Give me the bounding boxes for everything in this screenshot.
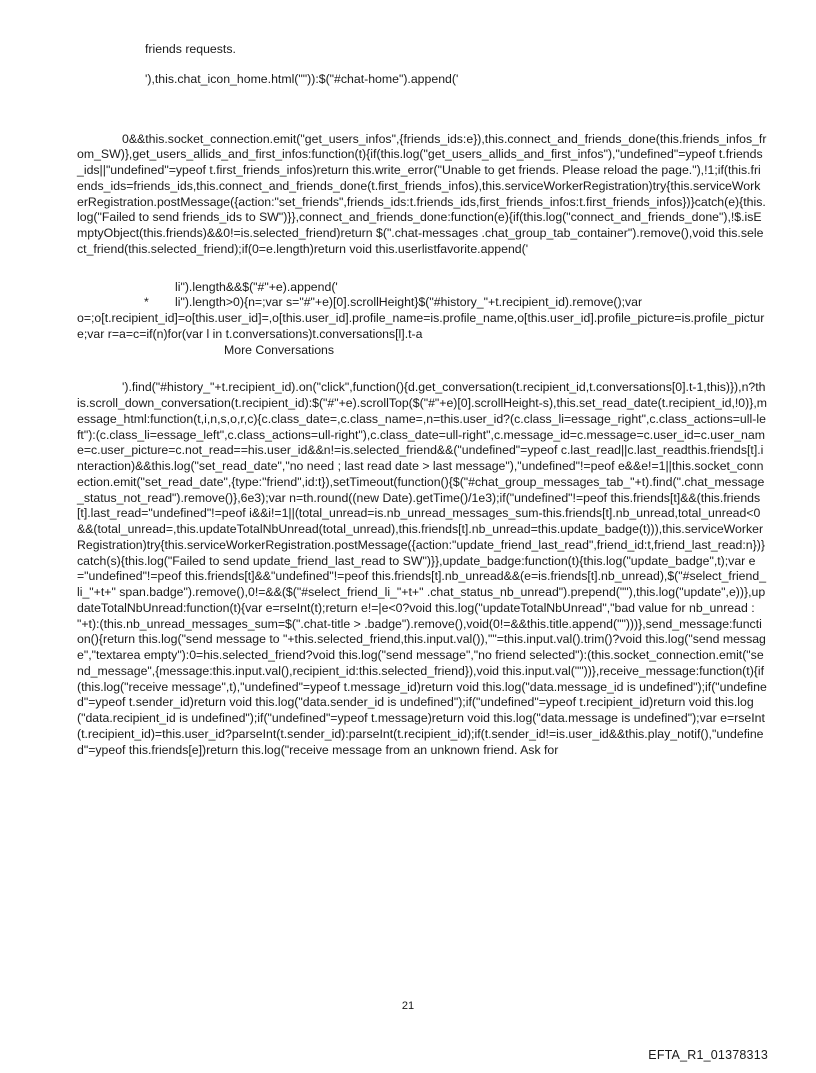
header-line-1: friends requests. — [145, 42, 236, 56]
code-paragraph-3: ').find("#history_"+t.recipient_id).on("click",function(){d.get_conversation(t.recipient_id,t.conversations[0].t-1,this)}),n?this.scroll_down_conversation(t.recipient_id):$("#"+e).scrollTop($("#"+e)[0].scrollHeight-s),this.set_read_date(t.recipient_id,!0)},message_html:function(t,i,n,s,o,r,c){c.class_date=,c.class_name=,n=this.user_id?(c.class_li=essage_right",c.class_actions=ull-left"):(c.class_li=essage_left",c.class_actions=ull-right"),c.class_date=ull-right",c.message_id=c.message=c.user_id=c.user_name=c.user_picture=c.not_read==his.user_id&&n!=is.selected_friend&&("undefined"=ypeof c.last_read||c.last_readthis.friends[t].interaction)&&this.log("set_read_date","no need ; last read date > last message"),"undefined"!=peof e&&e!=1||this.socket_connection.emit("set_read_date",{type:"friend",id:t}),setTimeout(function(){$("#chat_group_messages_tab_"+t).find(".chat_message_status_not_read").remove()},6e3);var n=th.round((new Date).getTime()/1e3);if("undefined"!=peof this.friends[t]&&(this.friends[t].last_read="undefined"!=peof i&&i!=1||(total_unread=is.nb_unread_messages_sum-this.friends[t].nb_unread,total_unread<0&&(total_unread=,this.updateTotalNbUnread(total_unread),this.friends[t].nb_unread=this.update_badge(t))),this.serviceWorkerRegistration)try{this.serviceWorkerRegistration.postMessage({action:"update_friend_last_read",friend_id:t,friend_last_read:n})}catch(s){this.log("Failed to send update_friend_last_read to SW")}},update_badge:function(t){this.log("update_badge",t);var e="undefined"!=peof this.friends[t]&&"undefined"!=peof this.friends[t].nb_unread&&(e=is.friends[t].nb_unread),$("#select_friend_li_"+t+" span.badge").remove(),0!=&&($("#select_friend_li_"+t+" .chat_status_nb_unread").prepend(""),this.log("update",e))},updateTotalNbUnread:function(t){var e=rseInt(t);return e!=|e<0?void this.log("updateTotalNbUnread","bad value for nb_unread : "+t):(this.nb_unread_messages_sum=$(".chat-title > .badge").remove(),void(0!=&&this.title.append("")))},send_message:function(){return this.log("send message to "+this.selected_friend,this.input.val()),""=this.input.val().trim()?void this.log("send message","textarea empty"):0=his.selected_friend?void this.log("send message","no friend selected"):(this.socket_connection.emit("send_message",{message:this.input.val(),recipient_id:this.selected_friend}),void this.input.val(""))},receive_message:function(t){if(this.log("receive message",t),"undefined"=ypeof t.message_id)return void this.log("data.message_id is undefined");if("undefined"=ypeof t.sender_id)return void this.log("data.sender_id is undefined");if("undefined"=ypeof t.recipient_id)return void this.log("data.recipient_id is undefined");if("undefined"=ypeof t.message)return void this.log("data.message is undefined");var e=rseInt(t.recipient_id)=this.user_id?parseInt(t.sender_id):parseInt(t.recipient_id);if(t.sender_id!=is.user_id&&this.play_notif(),"undefined"=ypeof this.friends[e])return this.log("receive message from an unknown friend. Ask for — [77, 380, 768, 757]
star-line — [77, 295, 767, 311]
document-id: EFTA_R1_01378313 — [648, 1048, 768, 1062]
header-line-2: '),this.chat_icon_home.html("")):$("#chat-home").append(' — [145, 71, 459, 86]
document-page — [77, 42, 767, 758]
more-conversations-label: More Conversations — [224, 342, 335, 357]
bullet-marker: * — [144, 295, 149, 310]
li-line: li").length&&$("#"+e).append(' — [175, 279, 338, 294]
code-paragraph-2: o=;o[t.recipient_id]=o[this.user_id]=,o[this.user_id].profile_name=is.profile_name,o[this.user_id].profile_picture=is.profile_picture;var r=a=c=if(n)for(var l in t.conversations)t.conversations[l].t-a — [77, 311, 765, 341]
code-paragraph-1: 0&&this.socket_connection.emit("get_users_infos",{friends_ids:e}),this.connect_and_friends_done(this.friends_infos_from_SW)},get_users_allids_and_first_infos:function(t){if(this.log("get_users_allids_and_first_infos"),"undefined"=ypeof t.friends_ids||"undefined"=ypeof t.first_friends_infos)return this.write_error("Unable to get friends. Please reload the page."),!1;if(this.friends_ids=friends_ids,this.connect_and_friends_done(t.first_friends_infos),this.serviceWorkerRegistration)try{this.serviceWorkerRegistration.postMessage({action:"set_friends",friends_ids:t.friends_ids,first_friends_infos:t.first_friends_infos})}catch(e){this.log("Failed to send friends_ids to SW")}},connect_and_friends_done:function(e){if(this.log("connect_and_friends_done"),!$.isEmptyObject(this.friends)&&0!=is.selected_friend)return $(".chat-messages .chat_group_tab_container").remove(),void this.select_friend(this.selected_friend);if(0=e.length)return void this.userlistfavorite.append(' — [77, 131, 767, 256]
star-line-text: li").length>0){n=;var s="#"+e)[0].scrollHeight}$("#history_"+t.recipient_id).remove();var — [175, 295, 643, 310]
page-number: 21 — [401, 1000, 415, 1012]
